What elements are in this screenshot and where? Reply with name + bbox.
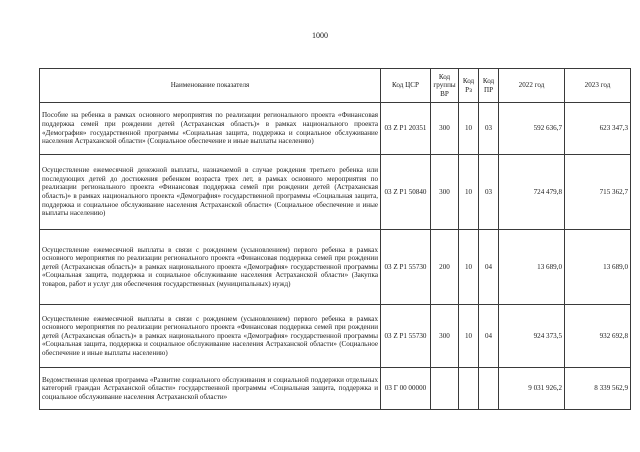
row-2022: 13 689,0 (499, 230, 565, 305)
row-name: Ведомственная целевая программа «Развитие социального обслуживания и социальной поддержки отдельных категорий граждан Астраханской области» государственной программы «Социальная защита, поддержка и социальное обслуживание населения Астраханской области» (40, 368, 381, 410)
header-2022: 2022 год (499, 69, 565, 103)
table-row (40, 305, 631, 368)
row-rz: 10 (459, 103, 479, 155)
row-pr: 03 (479, 155, 499, 230)
row-vr (431, 368, 459, 410)
header-csr: Код ЦСР (381, 69, 431, 103)
row-vr: 300 (431, 155, 459, 230)
table-row (40, 368, 631, 410)
row-rz: 10 (459, 305, 479, 368)
budget-table (39, 68, 631, 410)
row-name: Пособие на ребенка в рамках основного мероприятия по реализации регионального проекта «Финансовая поддержка семей при рождении детей (Астраханская область)» в рамках национального проекта «Демография» государственной программы «Социальная защита, поддержка и социальное обслуживание населения Астраханской области» (Социальное обеспечение и иные выплаты населению) (40, 103, 381, 155)
row-pr (479, 368, 499, 410)
row-rz: 10 (459, 230, 479, 305)
row-2022: 592 636,7 (499, 103, 565, 155)
header-row (40, 69, 631, 103)
row-pr: 04 (479, 230, 499, 305)
row-2023: 13 689,0 (565, 230, 631, 305)
table-row (40, 230, 631, 305)
page-number: 1000 (312, 31, 328, 40)
header-name: Наименование показателя (40, 69, 381, 103)
row-name: Осуществление ежемесячной выплаты в связи с рождением (усыновлением) первого ребенка в рамках основного мероприятия по реализации регионального проекта «Финансовая поддержка семей при рождении детей (Астраханская область)» в рамках национального проекта «Демография» государственной программы «Социальная защита, поддержка и социальное обслуживание населения Астраханской области» (Социальное обеспечение и иные выплаты населению) (40, 305, 381, 368)
row-2022: 924 373,5 (499, 305, 565, 368)
row-2023: 715 362,7 (565, 155, 631, 230)
row-pr: 04 (479, 305, 499, 368)
row-vr: 200 (431, 230, 459, 305)
row-rz (459, 368, 479, 410)
row-csr: 03 Г 00 00000 (381, 368, 431, 410)
row-name: Осуществление ежемесячной денежной выплаты, назначаемой в случае рождения третьего ребенка или последующих детей до достижения ребенком возраста трех лет, в рамках основного мероприятия по реализации регионального проекта «Финансовая поддержка семей при рождении детей (Астраханская область)» в рамках национального проекта «Демография» государственной программы «Социальная защита, поддержка и социальное обслуживание населения Астраханской области» (Социальное обеспечение и иные выплаты населению) (40, 155, 381, 230)
row-csr: 03 Z P1 50840 (381, 155, 431, 230)
row-pr: 03 (479, 103, 499, 155)
row-rz: 10 (459, 155, 479, 230)
row-vr: 300 (431, 103, 459, 155)
table-row (40, 155, 631, 230)
row-name: Осуществление ежемесячной выплаты в связи с рождением (усыновлением) первого ребенка в рамках основного мероприятия по реализации регионального проекта «Финансовая поддержка семей при рождении детей (Астраханская область)» в рамках национального проекта «Демография» государственной программы «Социальная защита, поддержка и социальное обслуживание населения Астраханской области» (Закупка товаров, работ и услуг для обеспечения государственных (муниципальных) нужд) (40, 230, 381, 305)
row-csr: 03 Z P1 20351 (381, 103, 431, 155)
header-rz: Код Рз (459, 69, 479, 103)
row-2023: 623 347,3 (565, 103, 631, 155)
row-csr: 03 Z P1 55730 (381, 230, 431, 305)
row-2022: 9 031 926,2 (499, 368, 565, 410)
header-vr: Код группы ВР (431, 69, 459, 103)
header-2023: 2023 год (565, 69, 631, 103)
row-vr: 300 (431, 305, 459, 368)
row-2023: 8 339 562,9 (565, 368, 631, 410)
row-2023: 932 692,8 (565, 305, 631, 368)
row-csr: 03 Z P1 55730 (381, 305, 431, 368)
row-2022: 724 479,8 (499, 155, 565, 230)
table-row (40, 103, 631, 155)
header-pr: Код ПР (479, 69, 499, 103)
